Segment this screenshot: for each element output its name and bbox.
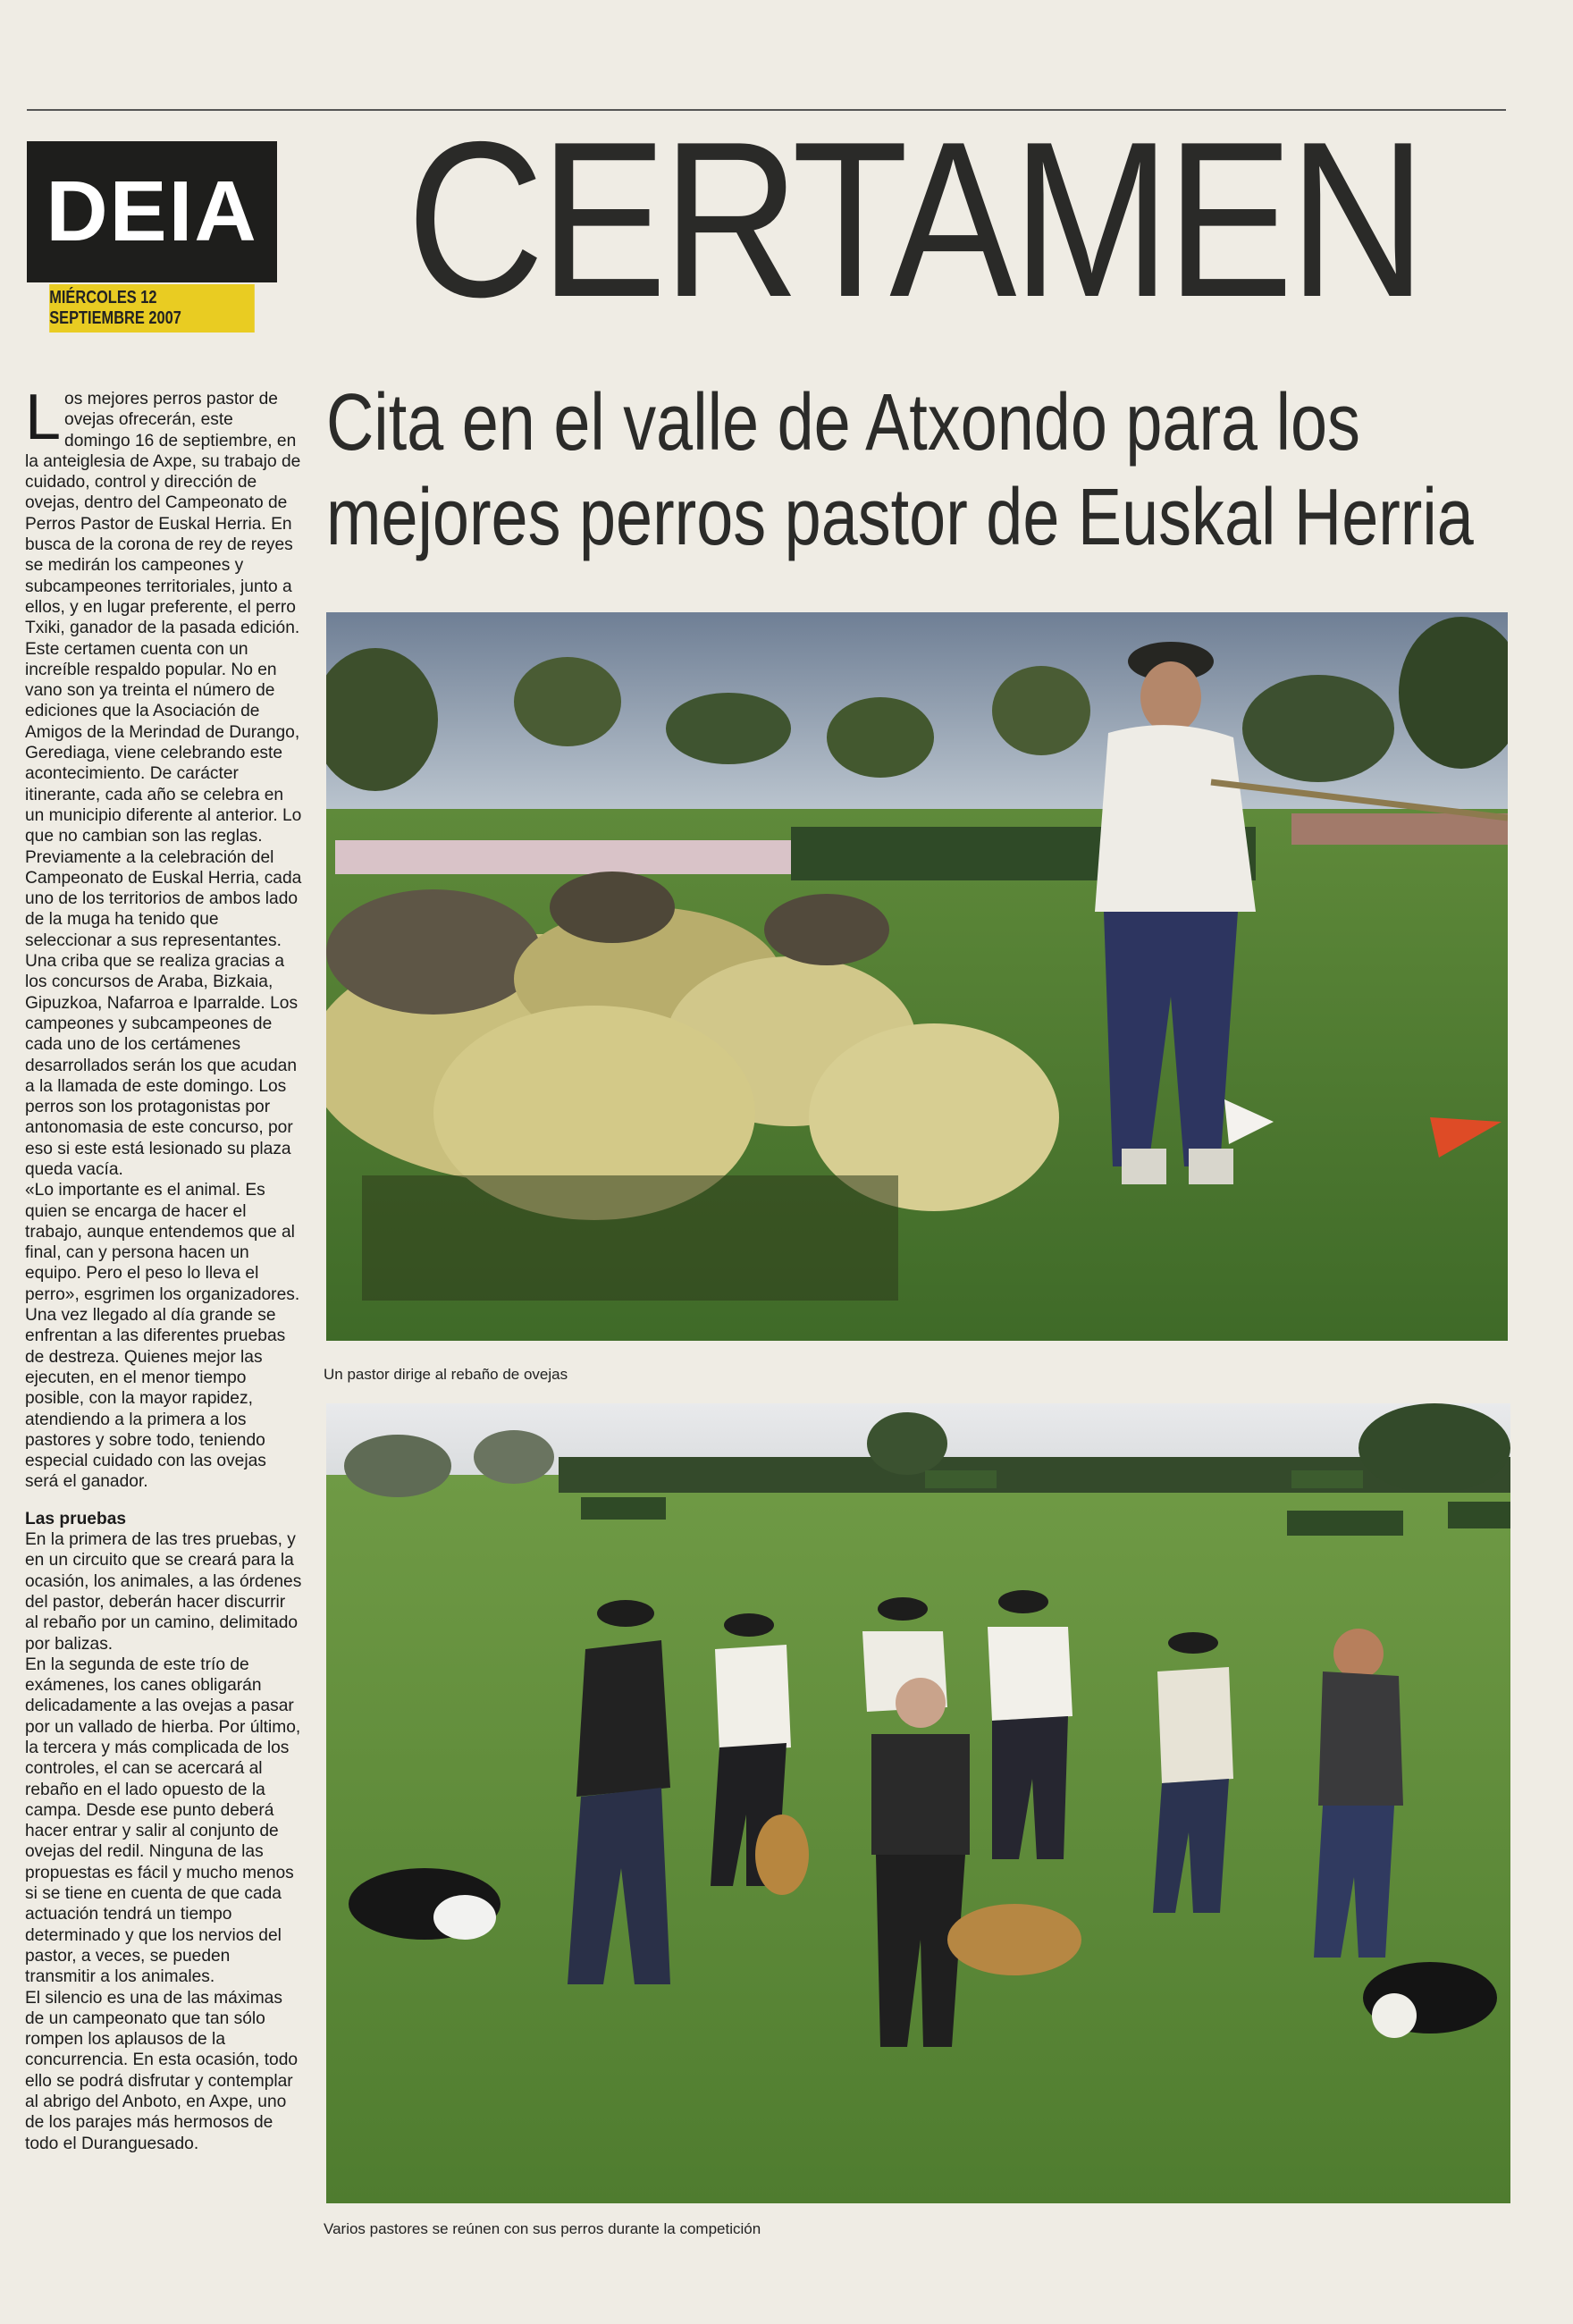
article-paragraph: Este certamen cuenta con un increíble respaldo popular. No en vano son ya treinta el número de ediciones que la Asociación de Amigos de la Merindad de Durango, Gerediaga, viene celebrando este acontecimiento. De carácter itinerante, cada año se celebra en un municipio diferente al anterior. Lo que no cambian son las reglas. <box>25 639 302 846</box>
article-body <box>25 382 302 2154</box>
dropcap: L <box>25 382 62 453</box>
photo-caption: Varios pastores se reúnen con sus perros durante la competición <box>324 2220 761 2237</box>
photo-shepherds-dogs <box>326 1403 1510 2203</box>
headline-line-1: Cita en el valle de Atxondo para los <box>326 378 1360 467</box>
photo-shepherds-dogs-graphic <box>326 1403 1510 2203</box>
logo-text: DEIA <box>27 141 277 282</box>
section-title: CERTAMEN <box>407 95 1422 343</box>
edition-date: MIÉRCOLES 12 SEPTIEMBRE 2007 <box>49 284 255 333</box>
photo-shepherd-sheep-graphic <box>326 612 1508 1341</box>
article-paragraph: El silencio es una de las máximas de un campeonato que tan sólo rompen los aplausos de la concurrencia. En esta ocasión, todo ello se podrá disfrutar y contemplar al abrigo del Anboto, en Axpe, uno de los parajes más hermosos de todo el Duranguesado. <box>25 1988 299 2153</box>
article-paragraph: En la primera de las tres pruebas, y en un circuito que se creará para la ocasión, los animales, a las órdenes del pastor, deberán hacer discurrir al rebaño por un camino, delimitado por balizas. <box>25 1530 302 1654</box>
article-paragraph: «Lo importante es el animal. Es quien se encarga de hacer el trabajo, aunque entendemos que al final, can y persona hacen un equipo. Pero el peso lo lleva el perro», esgrimen los organizadores. Una vez llegado al día grande se enfrentan a las diferentes pruebas de destreza. Quienes mejor las ejecuten, en el menor tiempo posible, con la mayor rapidez, atendiendo a la primera a los pastores y sobre todo, teniendo especial cuidado con las ovejas será el ganador. <box>25 1181 300 1492</box>
article-paragraph: Los mejores perros pastor de ovejas ofrecerán, este domingo 16 de septiembre, en la anteiglesia de Axpe, su trabajo de cuidado, control y dirección de ovejas, dentro del Campeonato de Perros Pastor de Euskal Herria. En busca de la corona de rey de reyes se medirán los campeones y subcampeones territoriales, junto a ellos, y en lugar preferente, el perro Txiki, ganador de la pasada edición. <box>25 382 301 638</box>
headline-line-2: mejores perros pastor de Euskal Herria <box>326 473 1474 562</box>
headline <box>326 375 1474 565</box>
photo-caption: Un pastor dirige al rebaño de ovejas <box>324 1366 568 1383</box>
article-paragraph: Previamente a la celebración del Campeonato de Euskal Herria, cada uno de los territorios de ambos lado de la muga ha tenido que seleccionar a sus representantes. Una criba que se realiza gracias a los concursos de Araba, Bizkaia, Gipuzkoa, Nafarroa e Iparralde. Los campeones y subcampeones de cada uno de los certámenes desarrollados serán los que acudan a la llamada de este domingo. Los perros son los protagonistas por antonomasia de este concurso, por eso si este está lesionado su plaza queda vacía. <box>25 847 302 1179</box>
photo-shepherd-sheep <box>326 612 1508 1341</box>
subhead: Las pruebas <box>25 1509 127 1528</box>
article-paragraph: En la segunda de este trío de exámenes, los canes obligarán delicadamente a las ovejas a pasar por un vallado de hierba. Por último, la tercera y más complicada de los controles, el can se acercará al rebaño en el lado opuesto de la campa. Desde ese punto deberá hacer entrar y salir al conjunto de ovejas del redil. Ninguna de las propuestas es fácil y mucho menos si se tiene en cuenta de que cada actuación tendrá un tiempo determinado y que los nervios del pastor, a veces, se pueden transmitir a los animales. <box>25 1655 301 1987</box>
masthead-logo <box>27 141 277 282</box>
